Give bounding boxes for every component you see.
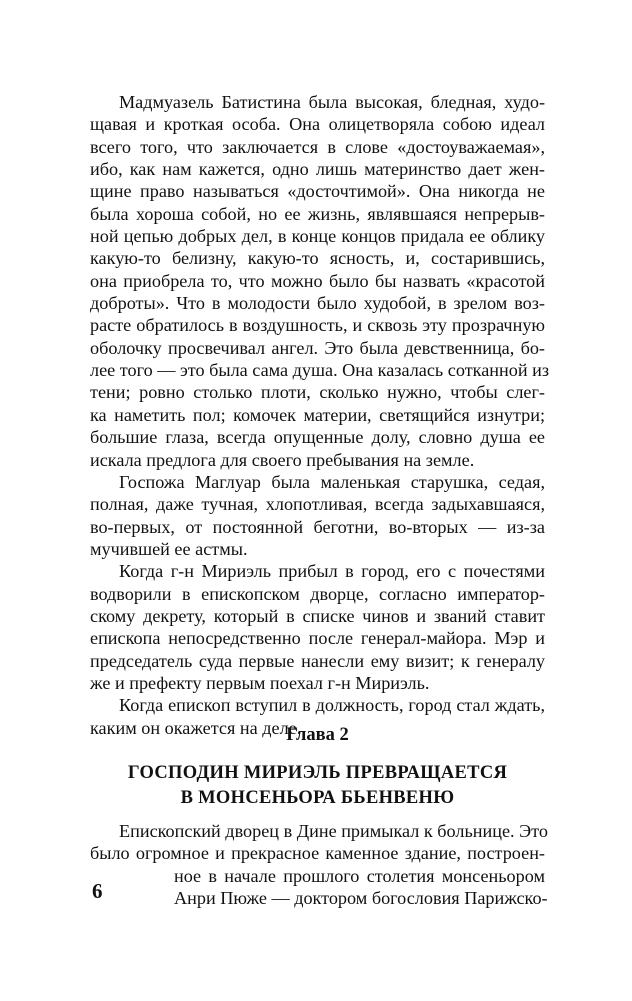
text-line: председатель суда первые нанесли ему визит; к генералу [90,650,545,671]
text-line: ное в начале прошлого столетия монсеньором [174,865,545,886]
text-line: Мадмуазель Батистина была высокая, бледная, худо- [119,92,545,112]
main-text [90,91,550,739]
text-line: была хороша собой, но ее жизнь, являвшаяся непрерыв- [90,203,545,224]
chapter-number: Глава 2 [286,725,349,745]
text-line: Когда епископ вступил в должность, город стал ждать, [119,695,545,716]
text-line: лее того — это была сама душа. Она казалась сотканной из [90,360,550,381]
paragraph [90,560,545,694]
text-line: она приобрела то, что можно было бы назвать «красотой [90,270,545,291]
text-line: скому декрету, который в списке чинов и званий ставит [90,605,545,626]
paragraph [90,471,545,560]
text-line: всего того, что заключается в слове «достоуважаемая», [90,136,545,157]
text-line: щине право называться «досточтимой». Она никогда не [90,181,545,202]
page-number: 6 [92,879,103,903]
text-line: оболочку просвечивал ангел. Это была девственница, бо- [90,337,545,358]
text-line: каким он окажется на деле. [90,717,302,738]
text-line: Когда г-н Мириэль прибыл в город, его с почестями [119,561,545,582]
text-line: же и префекту первым поехал г-н Мириэль. [90,672,430,693]
text-line: Госпожа Маглуар была маленькая старушка, седая, [119,471,545,492]
paragraph [90,91,550,471]
chapter-title-line: ГОСПОДИН МИРИЭЛЬ ПРЕВРАЩАЕТСЯ [127,763,508,783]
text-line: ка наметить пол; комочек материи, светящийся изнутри; [90,404,545,425]
text-line: во-первых, от постоянной беготни, во-вторых — из-за [90,516,545,537]
text-line: какую-то белизну, какую-то ясность, и, состарившись, [90,248,545,269]
text-line: Анри Пюже — доктором богословия Парижско- [174,888,548,909]
text-line: мучившей ее астмы. [90,538,248,559]
text-line: расте обратилось в воздушность, и сквозь эту прозрачную [90,315,545,336]
text-line: тени; ровно столько плоти, сколько нужно, чтобы слег- [90,382,545,403]
text-line: епископа непосредственно после генерал-майора. Мэр и [90,628,545,649]
text-line: ибо, как нам кажется, одно лишь материнство дает жен- [90,159,545,180]
text-line: было огромное и прекрасное каменное здание, построен- [90,843,545,864]
text-line: доброты». Что в молодости было худобой, в зрелом воз- [90,293,545,314]
chapter-text [90,820,548,909]
text-line: щавая и кроткая особа. Она олицетворяла собою идеал [90,114,545,135]
chapter-title [90,761,545,811]
text-line: полная, даже тучная, хлопотливая, всегда задыхавшаяся, [90,494,545,515]
text-line: Епископский дворец в Дине примыкал к больнице. Это [119,821,548,841]
chapter-title-line: В МОНСЕНЬОРА БЬЕНВЕНЮ [180,788,455,808]
text-line: искала предлога для своего пребывания на земле. [90,449,475,470]
text-line: водворили в епископском дворце, согласно император- [90,583,545,604]
text-line: ной цепью добрых дел, в конце концов придала ее облику [90,226,545,247]
text-line: большие глаза, всегда опущенные долу, словно душа ее [90,427,545,448]
